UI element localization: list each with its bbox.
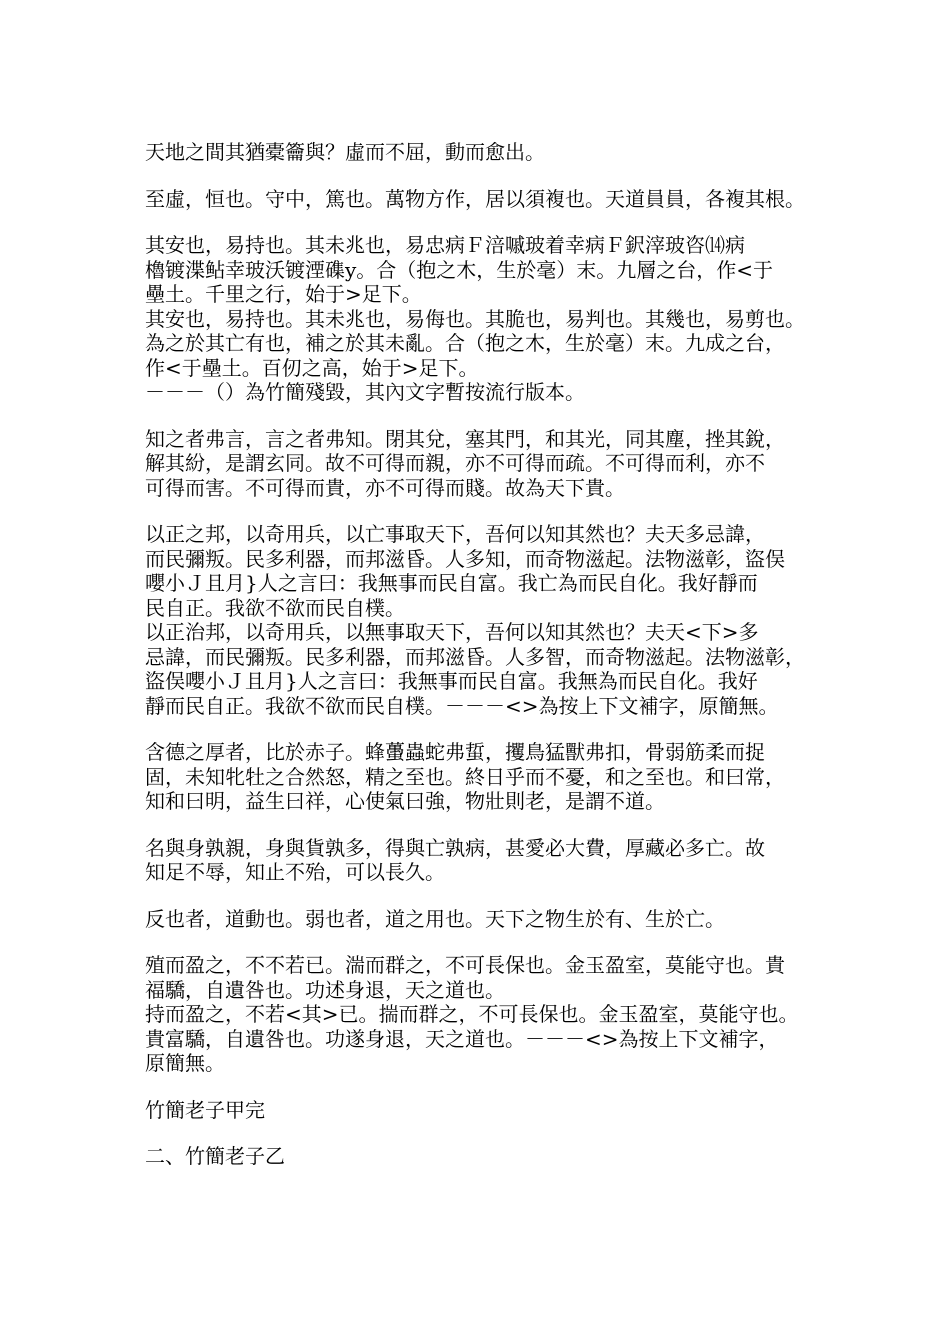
text-line: 以正治邦，以奇用兵，以無事取天下，吾何以知其然也？夫天<下>多 [145,620,759,644]
text-line: 殖而盈之，不不若已。湍而群之，不可長保也。金玉盈室，莫能守也。貴 [145,953,785,977]
paragraph-1 [145,140,835,165]
text-line: 嚶小Ｊ且月}人之言曰：我無事而民自富。我亡為而民自化。我好靜而 [145,571,758,595]
paragraph-7 [145,836,835,885]
text-line: 天地之間其猶橐籥與？虛而不屈，動而愈出。 [145,140,545,164]
text-line: 而民彌叛。民多利器，而邦滋昏。人多知，而奇物滋起。法物滋彰，盜俣 [145,546,785,571]
text-line: 盜俣嚶小Ｊ且月}人之言曰：我無事而民自富。我無為而民自化。我好 [145,669,758,693]
document-body [145,140,835,1191]
text-line: 作<于壘土。百仞之高，始于>足下。 [145,355,479,380]
text-line: 為之於其亡有也，補之於其未亂。合（抱之木，生於毫）末。九成之台， [145,331,785,355]
text-line: 以正之邦，以奇用兵，以亡事取天下，吾何以知其然也？夫天多忌諱， [145,522,765,546]
text-line: 忌諱，而民彌叛。民多利器，而邦滋昏。人多智，而奇物滋起。法物滋彰， [145,644,805,669]
paragraph-9 [145,953,835,1076]
text-line: 櫓镀渫鲇幸玻沃镀湮磼y。合（抱之木，生於毫）末。九層之台，作<于 [145,257,774,282]
text-line: 解其紛，是謂玄同。故不可得而親，亦不可得而疏。不可得而利，亦不 [145,451,765,475]
section-heading [145,1144,835,1169]
text-line: 二、竹簡老子乙 [145,1144,285,1168]
paragraph-3 [145,233,835,405]
paragraph-5 [145,522,835,718]
text-line: 知之者弗言，言之者弗知。閉其兌，塞其門，和其光，同其塵，挫其銳， [145,426,785,451]
text-line: 反也者，道動也。弱也者，道之用也。天下之物生於有、生於亡。 [145,906,725,931]
text-line: 固，未知牝牡之合然怒，精之至也。終日乎而不憂，和之至也。和曰常， [145,764,785,789]
text-line: 知足不辱，知止不殆，可以長久。 [145,860,445,884]
paragraph-6 [145,740,835,814]
text-line: 福驕，自遺咎也。功述身退，天之道也。 [145,977,505,1002]
text-line: 至虛，恒也。守中，篤也。萬物方作，居以須複也。天道員員，各複其根。 [145,186,805,211]
paragraph-4 [145,427,835,501]
text-line: 其安也，易持也。其未兆也，易侮也。其脆也，易判也。其幾也，易剪也。 [145,306,805,331]
text-line: 名與身孰親，身與貨孰多，得與亡孰病，甚愛必大費，厚藏必多亡。故 [145,835,765,860]
text-line: 民自正。我欲不欲而民自樸。 [145,595,405,620]
editorial-note: －－－（）為竹簡殘毀，其內文字暫按流行版本。 [145,380,585,404]
text-line: 貴富驕，自遺咎也。功遂身退，天之道也。－－－<>為按上下文補字， [145,1026,779,1051]
text-line: 持而盈之，不若<其>已。揣而群之，不可長保也。金玉盈室，莫能守也。 [145,1002,799,1026]
text-line: 可得而害。不可得而貴，亦不可得而賤。故為天下貴。 [145,475,625,500]
text-line: 其安也，易持也。其未兆也，易忠病Ｆ涪嘁玻着幸病Ｆ鈬滓玻咨⒁病 [145,233,745,257]
editorial-note: 靜而民自正。我欲不欲而民自樸。－－－<>為按上下文補字，原簡無。 [145,693,779,718]
paragraph-2 [145,187,835,212]
text-line: 竹簡老子甲完 [145,1097,265,1122]
paragraph-8 [145,907,835,932]
text-line: 含德之厚者，比於赤子。蜂蠆蟲蛇弗蜇，攫鳥猛獸弗扣，骨弱筋柔而捉 [145,740,765,764]
text-line: 知和曰明，益生曰祥，心使氣曰強，物壯則老，是謂不道。 [145,789,665,813]
text-line: 壘土。千里之行，始于>足下。 [145,282,422,306]
section-end-heading [145,1098,835,1123]
text-line: 原簡無。 [145,1051,225,1075]
